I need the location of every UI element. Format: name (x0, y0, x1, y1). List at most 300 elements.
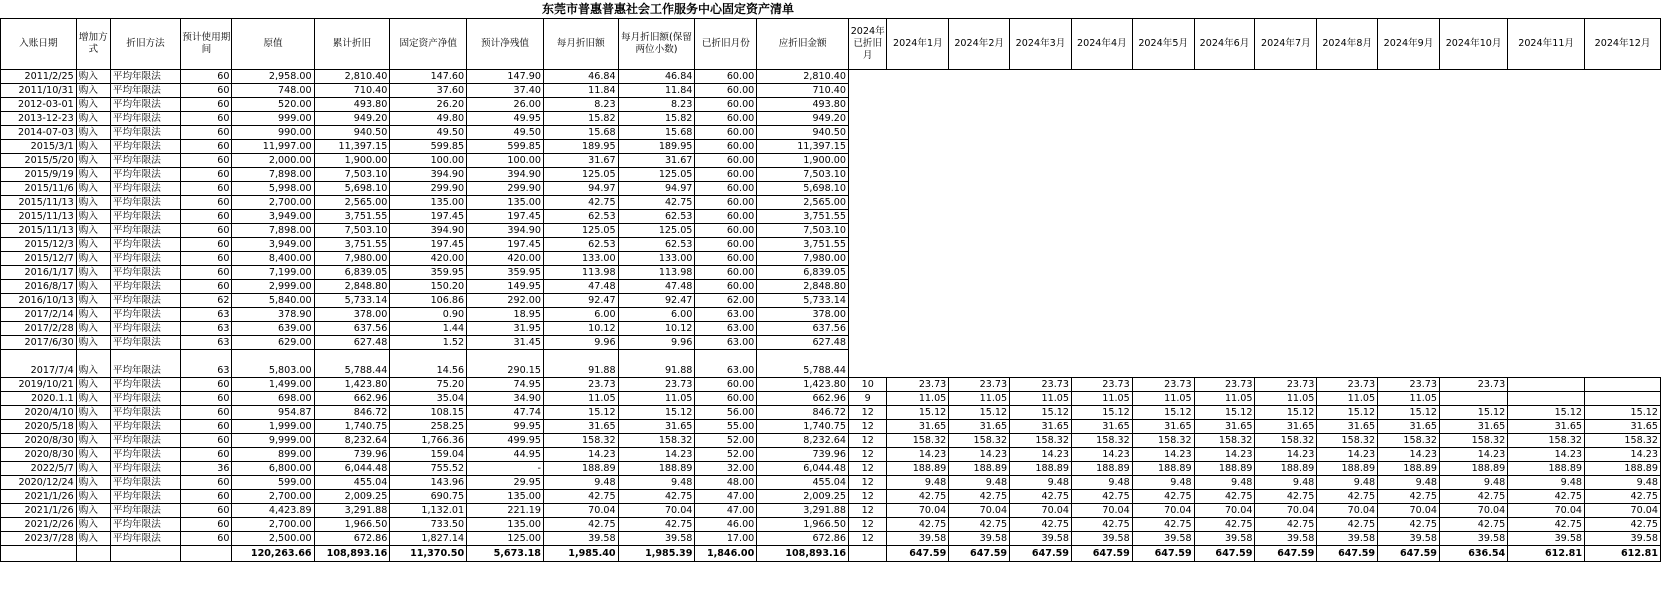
table-cell[interactable]: 14.23 (618, 448, 695, 462)
table-cell[interactable]: 133.00 (618, 252, 695, 266)
table-cell[interactable]: 2,009.25 (314, 490, 390, 504)
table-cell[interactable]: 159.04 (390, 448, 467, 462)
table-cell[interactable]: 672.86 (757, 532, 849, 546)
table-cell[interactable]: 629.00 (232, 336, 314, 350)
table-cell[interactable]: 70.04 (1010, 504, 1072, 518)
table-cell[interactable]: 2,810.40 (757, 70, 849, 84)
table-cell[interactable]: 46.84 (618, 70, 695, 84)
table-cell[interactable]: 2015/3/1 (1, 140, 77, 154)
table-cell[interactable]: 125.05 (618, 224, 695, 238)
table-cell[interactable]: 188.89 (1194, 462, 1255, 476)
table-cell[interactable]: 31.65 (1439, 420, 1507, 434)
table-cell[interactable]: 2015/9/19 (1, 168, 77, 182)
table-cell[interactable]: 70.04 (1194, 504, 1255, 518)
table-cell[interactable]: 42.75 (1317, 518, 1378, 532)
table-cell[interactable]: 23.73 (1317, 378, 1378, 392)
table-cell[interactable]: 14.23 (949, 448, 1010, 462)
table-cell[interactable]: 39.58 (1378, 532, 1440, 546)
table-cell[interactable]: 购入 (76, 336, 110, 350)
table-cell[interactable]: 12 (849, 448, 887, 462)
table-cell[interactable]: 11,997.00 (232, 140, 314, 154)
table-cell[interactable]: 31.65 (1508, 420, 1585, 434)
table-cell[interactable]: 2015/11/13 (1, 196, 77, 210)
table-cell[interactable]: 60.00 (695, 392, 757, 406)
table-cell[interactable]: 9.48 (887, 476, 949, 490)
table-cell[interactable]: 143.96 (390, 476, 467, 490)
table-cell[interactable]: 39.58 (949, 532, 1010, 546)
table-cell[interactable]: 359.95 (467, 266, 544, 280)
table-cell[interactable]: 60 (181, 182, 232, 196)
table-cell[interactable]: 60 (181, 280, 232, 294)
table-cell[interactable]: 9.48 (1194, 476, 1255, 490)
table-cell[interactable]: 100.00 (390, 154, 467, 168)
table-cell[interactable]: 940.50 (757, 126, 849, 140)
table-cell[interactable]: 32.00 (695, 462, 757, 476)
table-cell[interactable]: 42.75 (618, 490, 695, 504)
table-cell[interactable] (1439, 392, 1507, 406)
table-cell[interactable]: 42.75 (543, 196, 618, 210)
table-cell[interactable]: 158.32 (1132, 434, 1194, 448)
table-cell[interactable]: 70.04 (1378, 504, 1440, 518)
table-cell[interactable]: 11.05 (1071, 392, 1132, 406)
table-cell[interactable]: 42.75 (543, 518, 618, 532)
table-cell[interactable]: 1,827.14 (390, 532, 467, 546)
table-cell[interactable]: 92.47 (618, 294, 695, 308)
table-cell[interactable]: 378.90 (232, 308, 314, 322)
table-cell[interactable]: 31.65 (887, 420, 949, 434)
table-cell[interactable]: 60.00 (695, 98, 757, 112)
table-cell[interactable]: 188.89 (949, 462, 1010, 476)
table-cell[interactable]: 14.23 (1132, 448, 1194, 462)
table-cell[interactable]: 购入 (76, 266, 110, 280)
table-cell[interactable]: 60 (181, 154, 232, 168)
table-cell[interactable]: 60 (181, 196, 232, 210)
table-cell[interactable]: 42.75 (618, 518, 695, 532)
table-cell[interactable]: 14.56 (390, 350, 467, 378)
table-cell[interactable]: 158.32 (1071, 434, 1132, 448)
table-cell[interactable]: 125.05 (618, 168, 695, 182)
table-cell[interactable]: 11.05 (1010, 392, 1072, 406)
table-cell[interactable]: 31.95 (467, 322, 544, 336)
table-cell[interactable]: 2,999.00 (232, 280, 314, 294)
table-cell[interactable]: 99.95 (467, 420, 544, 434)
table-cell[interactable]: 6.00 (618, 308, 695, 322)
table-cell[interactable]: 15.12 (1071, 406, 1132, 420)
table-cell[interactable]: 2020/8/30 (1, 434, 77, 448)
table-cell[interactable]: 292.00 (467, 294, 544, 308)
table-cell[interactable]: 平均年限法 (110, 70, 180, 84)
table-cell[interactable]: 11.05 (1132, 392, 1194, 406)
table-cell[interactable]: 12 (849, 476, 887, 490)
table-cell[interactable]: 2,700.00 (232, 518, 314, 532)
table-cell[interactable]: 15.12 (887, 406, 949, 420)
table-cell[interactable]: 2,848.80 (757, 280, 849, 294)
table-cell[interactable]: 92.47 (543, 294, 618, 308)
table-cell[interactable]: 11.84 (543, 84, 618, 98)
table-cell[interactable]: 3,751.55 (757, 210, 849, 224)
table-cell[interactable]: 购入 (76, 196, 110, 210)
table-cell[interactable]: 1,900.00 (314, 154, 390, 168)
table-cell[interactable]: 0.90 (390, 308, 467, 322)
table-cell[interactable]: 42.75 (1132, 490, 1194, 504)
table-cell[interactable]: 购入 (76, 308, 110, 322)
table-cell[interactable]: 平均年限法 (110, 336, 180, 350)
table-cell[interactable]: 39.58 (1317, 532, 1378, 546)
table-cell[interactable]: 627.48 (757, 336, 849, 350)
table-cell[interactable]: 60.00 (695, 154, 757, 168)
table-cell[interactable]: 5,840.00 (232, 294, 314, 308)
total-cell[interactable]: 11,370.50 (390, 546, 467, 562)
table-cell[interactable]: 748.00 (232, 84, 314, 98)
table-cell[interactable]: 999.00 (232, 112, 314, 126)
total-cell[interactable]: 647.59 (949, 546, 1010, 562)
table-cell[interactable]: 11.05 (1317, 392, 1378, 406)
table-cell[interactable]: 60 (181, 126, 232, 140)
table-cell[interactable]: 11,397.15 (314, 140, 390, 154)
table-cell[interactable]: 11.05 (1194, 392, 1255, 406)
table-cell[interactable]: 15.82 (543, 112, 618, 126)
total-cell[interactable] (181, 546, 232, 562)
table-cell[interactable]: 7,898.00 (232, 224, 314, 238)
table-cell[interactable]: 平均年限法 (110, 98, 180, 112)
table-cell[interactable]: 23.73 (1378, 378, 1440, 392)
table-cell[interactable]: 39.58 (1132, 532, 1194, 546)
table-cell[interactable]: 9.48 (1585, 476, 1661, 490)
table-cell[interactable]: 42.75 (1010, 490, 1072, 504)
table-cell[interactable]: 7,199.00 (232, 266, 314, 280)
table-cell[interactable]: 5,733.14 (757, 294, 849, 308)
table-cell[interactable]: 60.00 (695, 210, 757, 224)
table-cell[interactable]: 637.56 (757, 322, 849, 336)
table-cell[interactable]: 15.12 (618, 406, 695, 420)
table-cell[interactable]: 1,423.80 (757, 378, 849, 392)
table-cell[interactable]: 42.75 (949, 490, 1010, 504)
table-cell[interactable]: 2017/6/30 (1, 336, 77, 350)
table-cell[interactable]: 15.12 (1508, 406, 1585, 420)
table-cell[interactable]: 14.23 (1378, 448, 1440, 462)
table-cell[interactable]: 60.00 (695, 140, 757, 154)
table-cell[interactable]: 2017/2/14 (1, 308, 77, 322)
table-cell[interactable]: 购入 (76, 210, 110, 224)
table-cell[interactable]: 2,565.00 (757, 196, 849, 210)
table-cell[interactable]: 31.45 (467, 336, 544, 350)
table-cell[interactable]: 12 (849, 518, 887, 532)
total-cell[interactable] (849, 546, 887, 562)
total-cell[interactable]: 647.59 (1255, 546, 1317, 562)
table-cell[interactable]: 147.60 (390, 70, 467, 84)
table-cell[interactable]: 63.00 (695, 350, 757, 378)
table-cell[interactable]: 购入 (76, 154, 110, 168)
table-cell[interactable]: 平均年限法 (110, 182, 180, 196)
table-cell[interactable]: 12 (849, 434, 887, 448)
table-cell[interactable]: 60.00 (695, 266, 757, 280)
table-cell[interactable]: 31.65 (1010, 420, 1072, 434)
table-cell[interactable]: 627.48 (314, 336, 390, 350)
table-cell[interactable] (1585, 378, 1661, 392)
table-cell[interactable]: 62.53 (543, 210, 618, 224)
table-cell[interactable]: 39.58 (1194, 532, 1255, 546)
table-cell[interactable]: 197.45 (467, 210, 544, 224)
total-cell[interactable]: 647.59 (1132, 546, 1194, 562)
total-cell[interactable]: 647.59 (1010, 546, 1072, 562)
table-cell[interactable]: 42.75 (1585, 518, 1661, 532)
table-cell[interactable] (1508, 378, 1585, 392)
table-cell[interactable]: 394.90 (467, 224, 544, 238)
table-cell[interactable]: 12 (849, 490, 887, 504)
table-cell[interactable]: 8,400.00 (232, 252, 314, 266)
table-cell[interactable]: 158.32 (949, 434, 1010, 448)
table-cell[interactable]: 15.82 (618, 112, 695, 126)
table-cell[interactable]: 31.65 (1132, 420, 1194, 434)
table-cell[interactable]: 7,503.10 (757, 168, 849, 182)
table-cell[interactable]: 949.20 (757, 112, 849, 126)
table-cell[interactable]: 36 (181, 462, 232, 476)
table-cell[interactable]: 31.65 (543, 420, 618, 434)
table-cell[interactable]: 平均年限法 (110, 420, 180, 434)
table-cell[interactable]: 2,700.00 (232, 196, 314, 210)
table-cell[interactable]: 23.73 (543, 378, 618, 392)
table-cell[interactable]: 42.75 (1378, 518, 1440, 532)
table-cell[interactable]: 698.00 (232, 392, 314, 406)
table-cell[interactable]: 平均年限法 (110, 112, 180, 126)
table-cell[interactable]: 31.65 (1585, 420, 1661, 434)
table-cell[interactable]: 55.00 (695, 420, 757, 434)
table-cell[interactable]: 46.84 (543, 70, 618, 84)
table-cell[interactable]: 15.68 (618, 126, 695, 140)
table-cell[interactable]: 1,499.00 (232, 378, 314, 392)
table-cell[interactable]: 60 (181, 168, 232, 182)
table-cell[interactable]: 60.00 (695, 112, 757, 126)
table-cell[interactable]: 平均年限法 (110, 308, 180, 322)
table-cell[interactable]: 710.40 (314, 84, 390, 98)
table-cell[interactable]: 购入 (76, 532, 110, 546)
table-cell[interactable]: 70.04 (1317, 504, 1378, 518)
table-cell[interactable]: 60.00 (695, 238, 757, 252)
table-cell[interactable]: 60 (181, 266, 232, 280)
table-cell[interactable]: 60 (181, 518, 232, 532)
table-cell[interactable]: 394.90 (390, 224, 467, 238)
table-cell[interactable]: 购入 (76, 84, 110, 98)
table-cell[interactable]: 60.00 (695, 168, 757, 182)
table-cell[interactable]: 31.65 (1317, 420, 1378, 434)
table-cell[interactable]: 23.73 (887, 378, 949, 392)
table-cell[interactable]: 70.04 (887, 504, 949, 518)
table-cell[interactable]: 189.95 (618, 140, 695, 154)
table-cell[interactable]: 108.15 (390, 406, 467, 420)
table-cell[interactable]: 6,800.00 (232, 462, 314, 476)
table-cell[interactable]: 6,839.05 (757, 266, 849, 280)
table-cell[interactable]: 平均年限法 (110, 462, 180, 476)
table-cell[interactable]: 购入 (76, 448, 110, 462)
table-cell[interactable] (1508, 392, 1585, 406)
table-cell[interactable]: 平均年限法 (110, 504, 180, 518)
table-cell[interactable]: 394.90 (467, 168, 544, 182)
table-cell[interactable]: 42.75 (1132, 518, 1194, 532)
table-cell[interactable]: 14.23 (1194, 448, 1255, 462)
table-cell[interactable]: 70.04 (1071, 504, 1132, 518)
table-cell[interactable]: 2021/1/26 (1, 490, 77, 504)
total-cell[interactable] (76, 546, 110, 562)
table-cell[interactable]: 购入 (76, 378, 110, 392)
table-cell[interactable]: 359.95 (390, 266, 467, 280)
table-cell[interactable]: 63.00 (695, 336, 757, 350)
table-cell[interactable]: 63 (181, 350, 232, 378)
table-cell[interactable]: 56.00 (695, 406, 757, 420)
table-cell[interactable]: 39.58 (1010, 532, 1072, 546)
table-cell[interactable]: 74.95 (467, 378, 544, 392)
table-cell[interactable]: 42.75 (1317, 490, 1378, 504)
table-cell[interactable]: 158.32 (887, 434, 949, 448)
table-cell[interactable]: 158.32 (543, 434, 618, 448)
table-cell[interactable]: 购入 (76, 322, 110, 336)
table-cell[interactable]: 420.00 (390, 252, 467, 266)
table-cell[interactable]: 1,132.01 (390, 504, 467, 518)
table-cell[interactable]: 158.32 (1378, 434, 1440, 448)
table-cell[interactable]: 47.00 (695, 504, 757, 518)
table-cell[interactable]: 299.90 (390, 182, 467, 196)
table-cell[interactable]: 60 (181, 448, 232, 462)
table-cell[interactable]: 购入 (76, 126, 110, 140)
table-cell[interactable]: 2022/5/7 (1, 462, 77, 476)
table-cell[interactable]: 62.53 (618, 238, 695, 252)
table-cell[interactable]: 2015/12/7 (1, 252, 77, 266)
table-cell[interactable]: 60 (181, 434, 232, 448)
table-cell[interactable]: 2020/8/30 (1, 448, 77, 462)
total-cell[interactable]: 108,893.16 (757, 546, 849, 562)
table-cell[interactable]: 599.85 (390, 140, 467, 154)
table-cell[interactable]: 189.95 (543, 140, 618, 154)
table-cell[interactable]: 9.96 (618, 336, 695, 350)
table-cell[interactable]: 9.48 (1071, 476, 1132, 490)
table-cell[interactable]: 63.00 (695, 322, 757, 336)
table-cell[interactable]: 平均年限法 (110, 448, 180, 462)
table-cell[interactable]: 3,751.55 (314, 238, 390, 252)
table-cell[interactable]: 60.00 (695, 126, 757, 140)
total-cell[interactable]: 612.81 (1585, 546, 1661, 562)
table-cell[interactable]: 135.00 (467, 196, 544, 210)
table-cell[interactable]: 7,980.00 (314, 252, 390, 266)
table-cell[interactable]: 6.00 (543, 308, 618, 322)
table-cell[interactable]: 34.90 (467, 392, 544, 406)
table-cell[interactable]: 1.52 (390, 336, 467, 350)
table-cell[interactable]: 60.00 (695, 280, 757, 294)
table-cell[interactable]: 15.12 (1317, 406, 1378, 420)
table-cell[interactable]: 平均年限法 (110, 252, 180, 266)
table-cell[interactable]: 3,751.55 (757, 238, 849, 252)
table-cell[interactable]: 197.45 (390, 210, 467, 224)
table-cell[interactable]: 购入 (76, 476, 110, 490)
table-cell[interactable]: 149.95 (467, 280, 544, 294)
table-cell[interactable]: 949.20 (314, 112, 390, 126)
table-cell[interactable]: 31.67 (543, 154, 618, 168)
table-cell[interactable]: 5,788.44 (757, 350, 849, 378)
table-cell[interactable]: 60 (181, 504, 232, 518)
table-cell[interactable]: 188.89 (1010, 462, 1072, 476)
table-cell[interactable]: 3,751.55 (314, 210, 390, 224)
table-cell[interactable]: 平均年限法 (110, 490, 180, 504)
table-cell[interactable]: 平均年限法 (110, 434, 180, 448)
table-cell[interactable]: 17.00 (695, 532, 757, 546)
table-cell[interactable]: 12 (849, 532, 887, 546)
table-cell[interactable]: 2016/10/13 (1, 294, 77, 308)
table-cell[interactable]: 23.73 (949, 378, 1010, 392)
table-cell[interactable]: 平均年限法 (110, 350, 180, 378)
table-cell[interactable]: 31.65 (1378, 420, 1440, 434)
table-cell[interactable]: 113.98 (618, 266, 695, 280)
table-cell[interactable]: 42.75 (1439, 518, 1507, 532)
table-cell[interactable]: 购入 (76, 224, 110, 238)
table-cell[interactable]: 23.73 (1439, 378, 1507, 392)
table-cell[interactable]: 14.23 (1585, 448, 1661, 462)
table-cell[interactable]: 125.05 (543, 224, 618, 238)
table-cell[interactable]: 42.75 (1508, 490, 1585, 504)
table-cell[interactable]: 平均年限法 (110, 476, 180, 490)
table-cell[interactable]: 购入 (76, 504, 110, 518)
table-cell[interactable]: 42.75 (887, 490, 949, 504)
table-cell[interactable]: 11,397.15 (757, 140, 849, 154)
table-cell[interactable]: 37.60 (390, 84, 467, 98)
table-cell[interactable]: 平均年限法 (110, 126, 180, 140)
table-cell[interactable]: 46.00 (695, 518, 757, 532)
table-cell[interactable]: 购入 (76, 112, 110, 126)
total-cell[interactable]: 647.59 (1317, 546, 1378, 562)
table-cell[interactable]: 15.12 (1255, 406, 1317, 420)
table-cell[interactable]: 35.04 (390, 392, 467, 406)
table-cell[interactable]: 1,740.75 (757, 420, 849, 434)
table-cell[interactable]: 70.04 (1585, 504, 1661, 518)
table-cell[interactable]: 42.75 (1071, 490, 1132, 504)
table-cell[interactable]: 8.23 (618, 98, 695, 112)
table-cell[interactable]: 23.73 (1071, 378, 1132, 392)
table-cell[interactable]: 60 (181, 84, 232, 98)
table-cell[interactable]: 158.32 (618, 434, 695, 448)
table-cell[interactable]: 60.00 (695, 182, 757, 196)
table-cell[interactable]: 23.73 (1010, 378, 1072, 392)
table-cell[interactable]: 5,803.00 (232, 350, 314, 378)
table-cell[interactable]: 3,291.88 (757, 504, 849, 518)
table-cell[interactable]: 7,503.10 (314, 168, 390, 182)
table-cell[interactable]: 158.32 (1010, 434, 1072, 448)
table-cell[interactable]: 平均年限法 (110, 532, 180, 546)
table-cell[interactable]: 购入 (76, 280, 110, 294)
table-cell[interactable]: 39.58 (618, 532, 695, 546)
table-cell[interactable]: 133.00 (543, 252, 618, 266)
table-cell[interactable]: 70.04 (1508, 504, 1585, 518)
table-cell[interactable]: 平均年限法 (110, 518, 180, 532)
table-cell[interactable]: 39.58 (1439, 532, 1507, 546)
table-cell[interactable]: 12 (849, 406, 887, 420)
table-cell[interactable]: 7,503.10 (757, 224, 849, 238)
table-cell[interactable]: 31.65 (1194, 420, 1255, 434)
table-cell[interactable]: 846.72 (757, 406, 849, 420)
total-cell[interactable]: 120,263.66 (232, 546, 314, 562)
table-cell[interactable]: 690.75 (390, 490, 467, 504)
table-cell[interactable]: 739.96 (314, 448, 390, 462)
table-cell[interactable]: 平均年限法 (110, 168, 180, 182)
table-cell[interactable]: 493.80 (314, 98, 390, 112)
table-cell[interactable]: 26.20 (390, 98, 467, 112)
table-cell[interactable]: 197.45 (467, 238, 544, 252)
table-cell[interactable]: 3,949.00 (232, 238, 314, 252)
table-cell[interactable]: 2016/8/17 (1, 280, 77, 294)
table-cell[interactable]: 9.48 (1439, 476, 1507, 490)
table-cell[interactable]: 1,966.50 (314, 518, 390, 532)
table-cell[interactable]: 7,898.00 (232, 168, 314, 182)
table-cell[interactable]: 113.98 (543, 266, 618, 280)
table-cell[interactable]: 299.90 (467, 182, 544, 196)
table-cell[interactable]: 10.12 (618, 322, 695, 336)
table-cell[interactable]: 188.89 (1317, 462, 1378, 476)
